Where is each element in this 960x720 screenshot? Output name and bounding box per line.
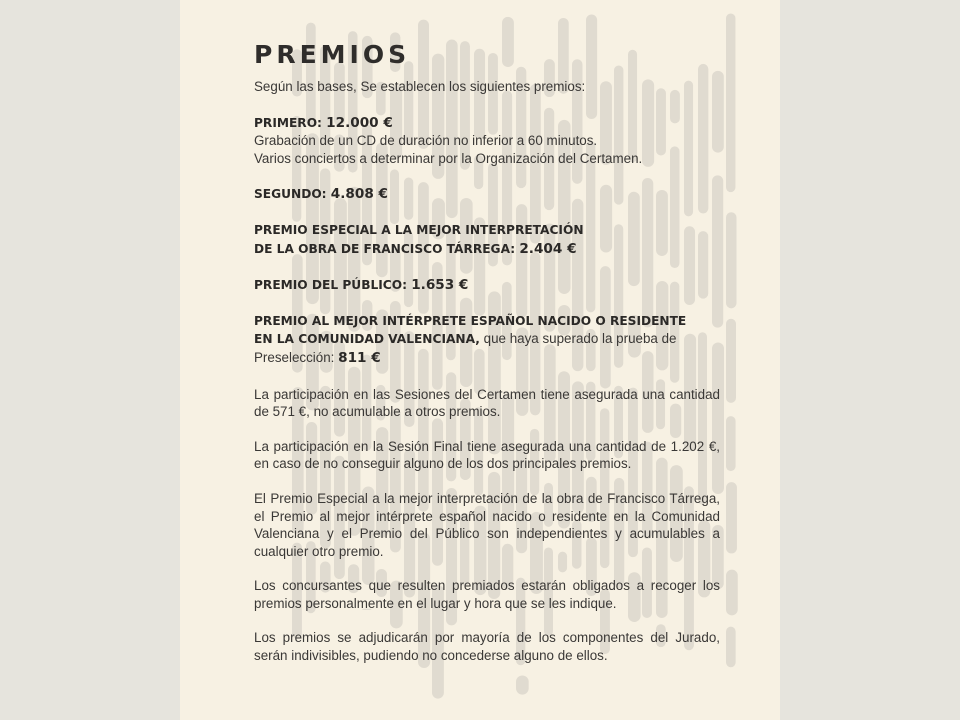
prize-first-label: PRIMERO:: [254, 115, 327, 130]
paragraph-sessions: La participación en las Sesiones del Certamen tiene asegurada una cantidad de 571 €, no acumulable a otros premios.: [254, 386, 720, 420]
decorative-bar: [726, 482, 737, 553]
document-page: [180, 0, 780, 720]
prize-tarrega: [254, 222, 720, 258]
prize-tarrega-label-2: DE LA OBRA DE FRANCISCO TÁRREGA:: [254, 241, 520, 256]
prizes-content: [254, 40, 720, 682]
paragraph-final-session: La participación en la Sesión Final tiene asegurada una cantidad de 1.202 €, en caso de no conseguir alguno de los dos principales premios.: [254, 438, 720, 472]
prize-public-amount: 1.653 €: [411, 277, 469, 294]
prize-spanish-amount: 811 €: [338, 349, 381, 366]
decorative-bar: [726, 570, 738, 616]
decorative-bar: [726, 212, 737, 308]
prize-first-detail-1: Grabación de un CD de duración no inferior a 60 minutos.: [254, 133, 598, 149]
paragraph-cumulative: El Premio Especial a la mejor interpretación de la obra de Francisco Tárrega, el Premio al mejor intérprete español nacido o residente en la Comunidad Valenciana y el Premio del Público son independientes y acumulables a cualquier otro premio.: [254, 490, 720, 559]
prize-first-amount: 12.000 €: [326, 114, 393, 131]
paragraph-jury: Los premios se adjudicarán por mayoría de los componentes del Jurado, serán indivisibles, pudiendo no concederse alguno de ellos.: [254, 630, 720, 664]
decorative-bar: [726, 13, 735, 192]
intro-text: Según las bases, Se establecen los siguientes premios:: [254, 79, 586, 94]
prize-spanish: [254, 313, 720, 368]
prize-second-label: SEGUNDO:: [254, 187, 331, 202]
decorative-bar: [726, 416, 736, 471]
prize-public-label: PREMIO DEL PÚBLICO:: [254, 278, 412, 293]
prize-tarrega-label-1: PREMIO ESPECIAL A LA MEJOR INTERPRETACIÓN: [254, 222, 584, 237]
prize-first-detail-2: Varios conciertos a determinar por la Organización del Certamen.: [254, 150, 643, 166]
prize-spanish-condition: que haya superado la prueba de: [479, 331, 677, 347]
page-title: PREMIOS: [254, 40, 411, 69]
prize-spanish-label-1: PREMIO AL MEJOR INTÉRPRETE ESPAÑOL NACIDO O RESIDENTE: [254, 313, 687, 328]
prize-second: [254, 185, 720, 204]
prize-spanish-label-2: EN LA COMUNIDAD VALENCIANA,: [254, 332, 480, 347]
paragraph-collection: Los concursantes que resulten premiados estarán obligados a recoger los premios personalmente en el lugar y hora que se les indique.: [254, 578, 720, 611]
prize-spanish-preselection: Preselección:: [254, 349, 339, 365]
prize-public: [254, 276, 720, 295]
decorative-bar: [726, 319, 736, 403]
decorative-bar: [726, 627, 736, 668]
prize-first: [254, 114, 720, 168]
prize-second-amount: 4.808 €: [330, 186, 388, 203]
prize-tarrega-amount: 2.404 €: [519, 240, 577, 257]
